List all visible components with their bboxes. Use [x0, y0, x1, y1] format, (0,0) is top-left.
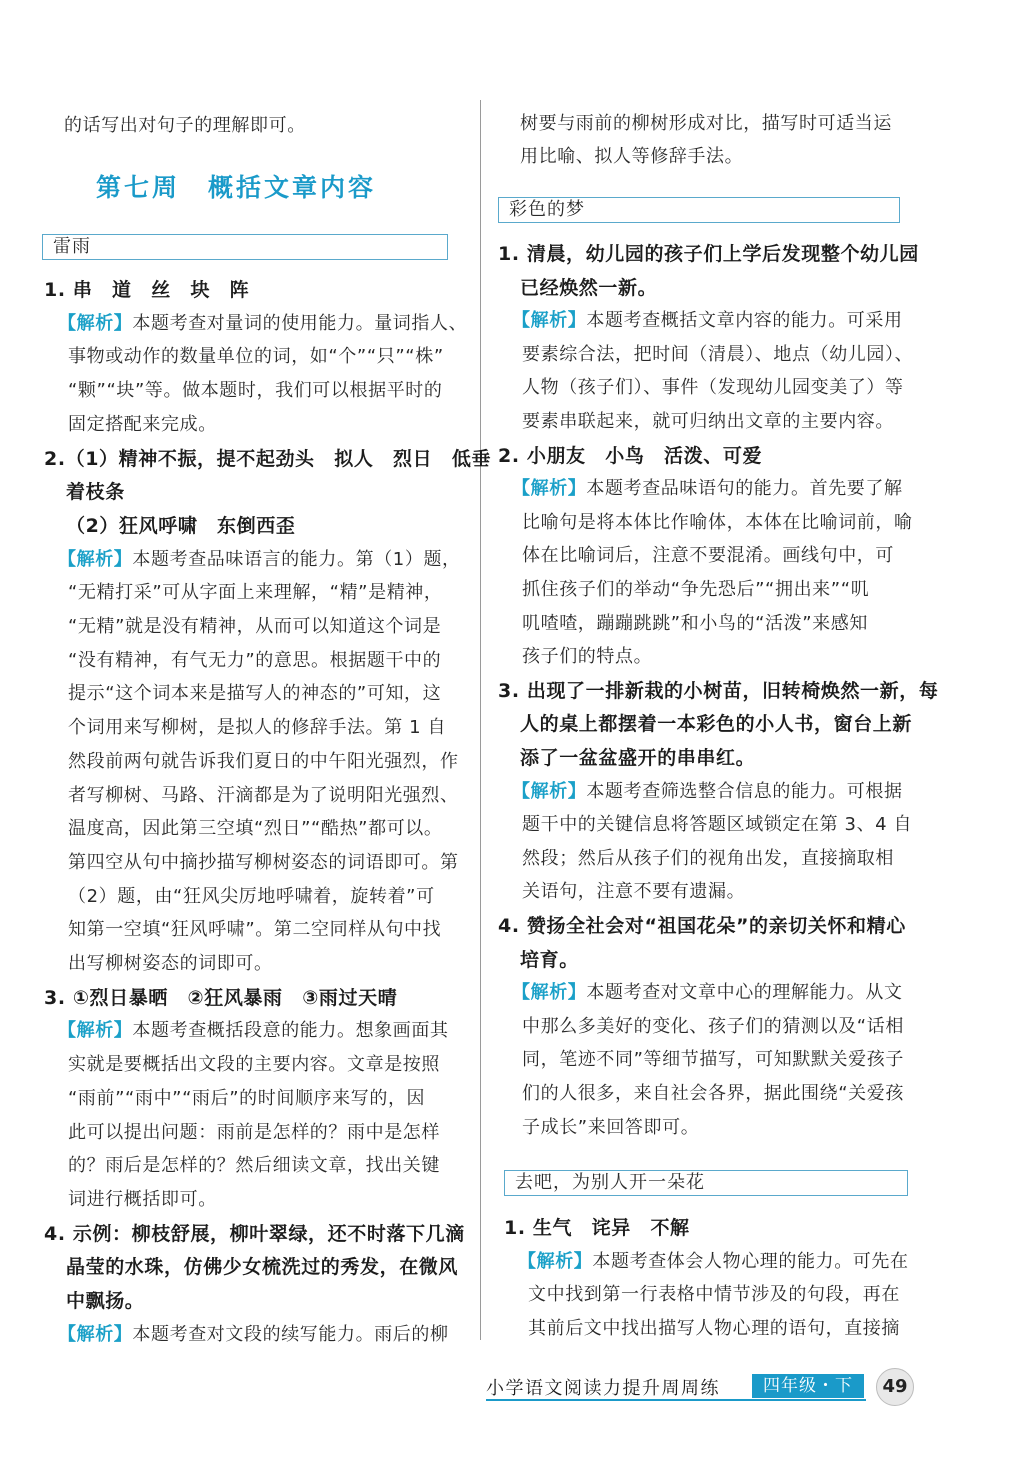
left-line-6: 2.（1）精神不振，提不起劲头 拟人 烈日 低垂: [44, 447, 492, 470]
right-intro-line-2: 用比喻、拟人等修辞手法。: [520, 146, 744, 167]
analysis-text: 本题考查品味语言的能力。第（1）题，: [132, 548, 461, 570]
left-line-19: （2）题，由“狂风尖厉地呼啸着，旋转着”可: [68, 885, 435, 907]
left-line-23: [58, 1019, 449, 1043]
analysis-label: 【解析】: [512, 982, 587, 1004]
right-a-line-18: 题干中的关键信息将答题区域锁定在第 3、4 自: [522, 814, 913, 836]
right-b-line-1: 1. 生气 诧异 不解: [504, 1217, 690, 1239]
analysis-label: 【解析】: [518, 1250, 593, 1272]
left-line-22: 3. ①烈日暴晒 ②狂风暴雨 ③雨过天晴: [44, 986, 398, 1009]
analysis-label: 【解析】: [512, 310, 587, 332]
left-line-8: （2）狂风呼啸 东倒西歪: [66, 514, 296, 537]
analysis-text: 本题考查体会人物心理的能力。可先在: [592, 1250, 909, 1272]
left-line-15: 然段前两句就告诉我们夏日的中午阳光强烈，作: [68, 750, 459, 772]
analysis-label: 【解析】: [58, 312, 133, 334]
right-a-line-11: 抓住孩子们的举动“争先恐后”“拥出来”“叽: [522, 579, 870, 600]
left-line-27: 的？雨后是怎样的？然后细读文章，找出关键: [68, 1155, 440, 1177]
analysis-label: 【解析】: [512, 780, 587, 802]
left-line-31: 中飘扬。: [66, 1290, 145, 1312]
right-a-line-7: 2. 小朋友 小鸟 活泼、可爱: [498, 444, 763, 467]
analysis-text: 本题考查品味语句的能力。首先要了解: [586, 478, 903, 500]
right-a-line-24: 中那么多美好的变化、孩子们的猜测以及“话相: [522, 1015, 904, 1037]
book-title: 小学语文阅读力提升周周练: [486, 1378, 720, 1399]
analysis-text: 本题考查筛选整合信息的能力。可根据: [586, 780, 903, 802]
week-title: 第七周 概括文章内容: [95, 173, 376, 202]
right-a-line-20: 关语句，注意不要有遗漏。: [522, 881, 746, 903]
left-line-13: 提示“这个词本来是描写人的神态的”可知，这: [68, 683, 442, 705]
right-a-line-17: [512, 780, 903, 804]
section-header-caise-de-meng: 彩色的梦: [498, 197, 900, 223]
analysis-text: 本题考查对文段的续写能力。雨后的柳: [132, 1323, 449, 1345]
right-a-line-22: 培育。: [520, 948, 579, 971]
left-line-1: 1. 串 道 丝 块 阵: [44, 279, 250, 301]
analysis-text: 本题考查对文章中心的理解能力。从文: [586, 982, 903, 1004]
left-line-28: 词进行概括即可。: [68, 1188, 217, 1210]
right-a-line-10: 体在比喻词后，注意不要混淆。画线句中，可: [522, 545, 894, 567]
left-line-4: “颗”“块”等。做本题时，我们可以根据平时的: [68, 380, 443, 402]
left-line-21: 出写柳树姿态的词即可。: [68, 953, 273, 974]
left-line-30: 晶莹的水珠，仿佛少女梳洗过的秀发，在微风: [66, 1256, 459, 1279]
analysis-label: 【解析】: [58, 1020, 133, 1042]
right-a-line-3: [512, 309, 903, 333]
left-line-18: 第四空从句中摘抄描写柳树姿态的词语即可。第: [68, 851, 459, 873]
left-line-17: 温度高，因此第三空填“烈日”“酷热”都可以。: [68, 818, 443, 840]
right-a-line-23: [512, 981, 903, 1005]
right-a-line-25: 同，笔迹不同”等细节描写，可知默默关爱孩子: [522, 1049, 904, 1071]
left-line-2: [58, 312, 467, 336]
left-line-24: 实就是要概括出文段的主要内容。文章是按照: [68, 1054, 440, 1076]
section-header-leiyu: 雷雨: [42, 234, 448, 260]
right-a-line-13: 孩子们的特点。: [522, 646, 653, 668]
analysis-label: 【解析】: [512, 478, 587, 500]
left-line-14: 个词用来写柳树，是拟人的修辞手法。第 1 自: [68, 717, 447, 739]
left-line-7: 着枝条: [66, 481, 125, 504]
left-line-11: “无精”就是没有精神，从而可以知道这个词是: [68, 616, 442, 637]
analysis-label: 【解析】: [58, 1323, 133, 1345]
right-a-line-1: 1. 清晨，幼儿园的孩子们上学后发现整个幼儿园: [498, 243, 919, 265]
right-b-line-2: [518, 1250, 909, 1274]
section-header-quba: 去吧，为别人开一朵花: [504, 1170, 908, 1196]
right-b-line-4: 其前后文中找出描写人物心理的语句，直接摘: [528, 1317, 900, 1339]
right-a-line-15: 人的桌上都摆着一本彩色的小人书，窗台上新: [520, 713, 913, 736]
right-a-line-4: 要素综合法，把时间（清晨）、地点（幼儿园）、: [522, 343, 914, 365]
left-line-26: 此可以提出问题：雨前是怎样的？雨中是怎样: [68, 1121, 440, 1143]
right-a-line-5: 人物（孩子们）、事件（发现幼儿园变美了）等: [522, 377, 904, 399]
right-a-line-9: 比喻句是将本体比作喻体，本体在比喻词前，喻: [522, 511, 913, 533]
right-intro-line-1: 树要与雨前的柳树形成对比，描写时可适当运: [520, 113, 892, 134]
right-a-line-19: 然段；然后从孩子们的视角出发，直接摘取相: [522, 847, 894, 869]
left-intro-text: 的话写出对句子的理解即可。: [64, 115, 306, 136]
analysis-text: 本题考查概括文章内容的能力。可采用: [586, 310, 903, 332]
right-a-line-26: 们的人很多，来自社会各界，据此围绕“关爱孩: [522, 1083, 904, 1104]
analysis-label: 【解析】: [58, 548, 133, 570]
left-line-32: [58, 1323, 449, 1347]
left-line-5: 固定搭配来完成。: [68, 413, 217, 435]
right-a-line-6: 要素串联起来，就可归纳出文章的主要内容。: [522, 411, 894, 432]
right-a-line-21: 4. 赞扬全社会对“祖国花朵”的亲切关怀和精心: [498, 915, 906, 937]
left-line-16: 者写柳树、马路、汗滴都是为了说明阳光强烈、: [68, 784, 459, 806]
right-a-line-14: 3. 出现了一排新栽的小树苗，旧转椅焕然一新，每: [498, 679, 939, 702]
analysis-text: 本题考查概括段意的能力。想象画面其: [132, 1020, 449, 1042]
column-divider: [480, 100, 481, 1340]
analysis-text: 本题考查对量词的使用能力。量词指人、: [132, 312, 468, 334]
right-b-line-3: 文中找到第一行表格中情节涉及的句段，再在: [528, 1284, 900, 1305]
right-a-line-2: 已经焕然一新。: [520, 276, 658, 299]
right-a-line-8: [512, 477, 903, 501]
page-number: 49: [876, 1368, 914, 1406]
right-a-line-12: 叽喳喳，蹦蹦跳跳”和小鸟的“活泼”来感知: [522, 612, 868, 634]
left-line-12: “没有精神，有气无力”的意思。根据题干中的: [68, 649, 442, 671]
right-a-line-27: 子成长”来回答即可。: [522, 1116, 700, 1138]
left-line-3: 事物或动作的数量单位的词，如“个”“只”“株”: [68, 346, 444, 368]
right-a-line-16: 添了一盆盆盛开的串串红。: [520, 747, 756, 769]
footer-rule: [486, 1399, 866, 1401]
left-line-29: 4. 示例：柳枝舒展，柳叶翠绿，还不时落下几滴: [44, 1222, 465, 1245]
left-line-20: 知第一空填“狂风呼啸”。第二空同样从句中找: [68, 919, 442, 941]
left-line-10: “无精打采”可从字面上来理解，“精”是精神，: [68, 582, 443, 604]
left-line-25: “雨前”“雨中”“雨后”的时间顺序来写的，因: [68, 1087, 426, 1109]
left-line-9: [58, 548, 461, 572]
grade-badge: 四年级・下: [752, 1374, 864, 1398]
